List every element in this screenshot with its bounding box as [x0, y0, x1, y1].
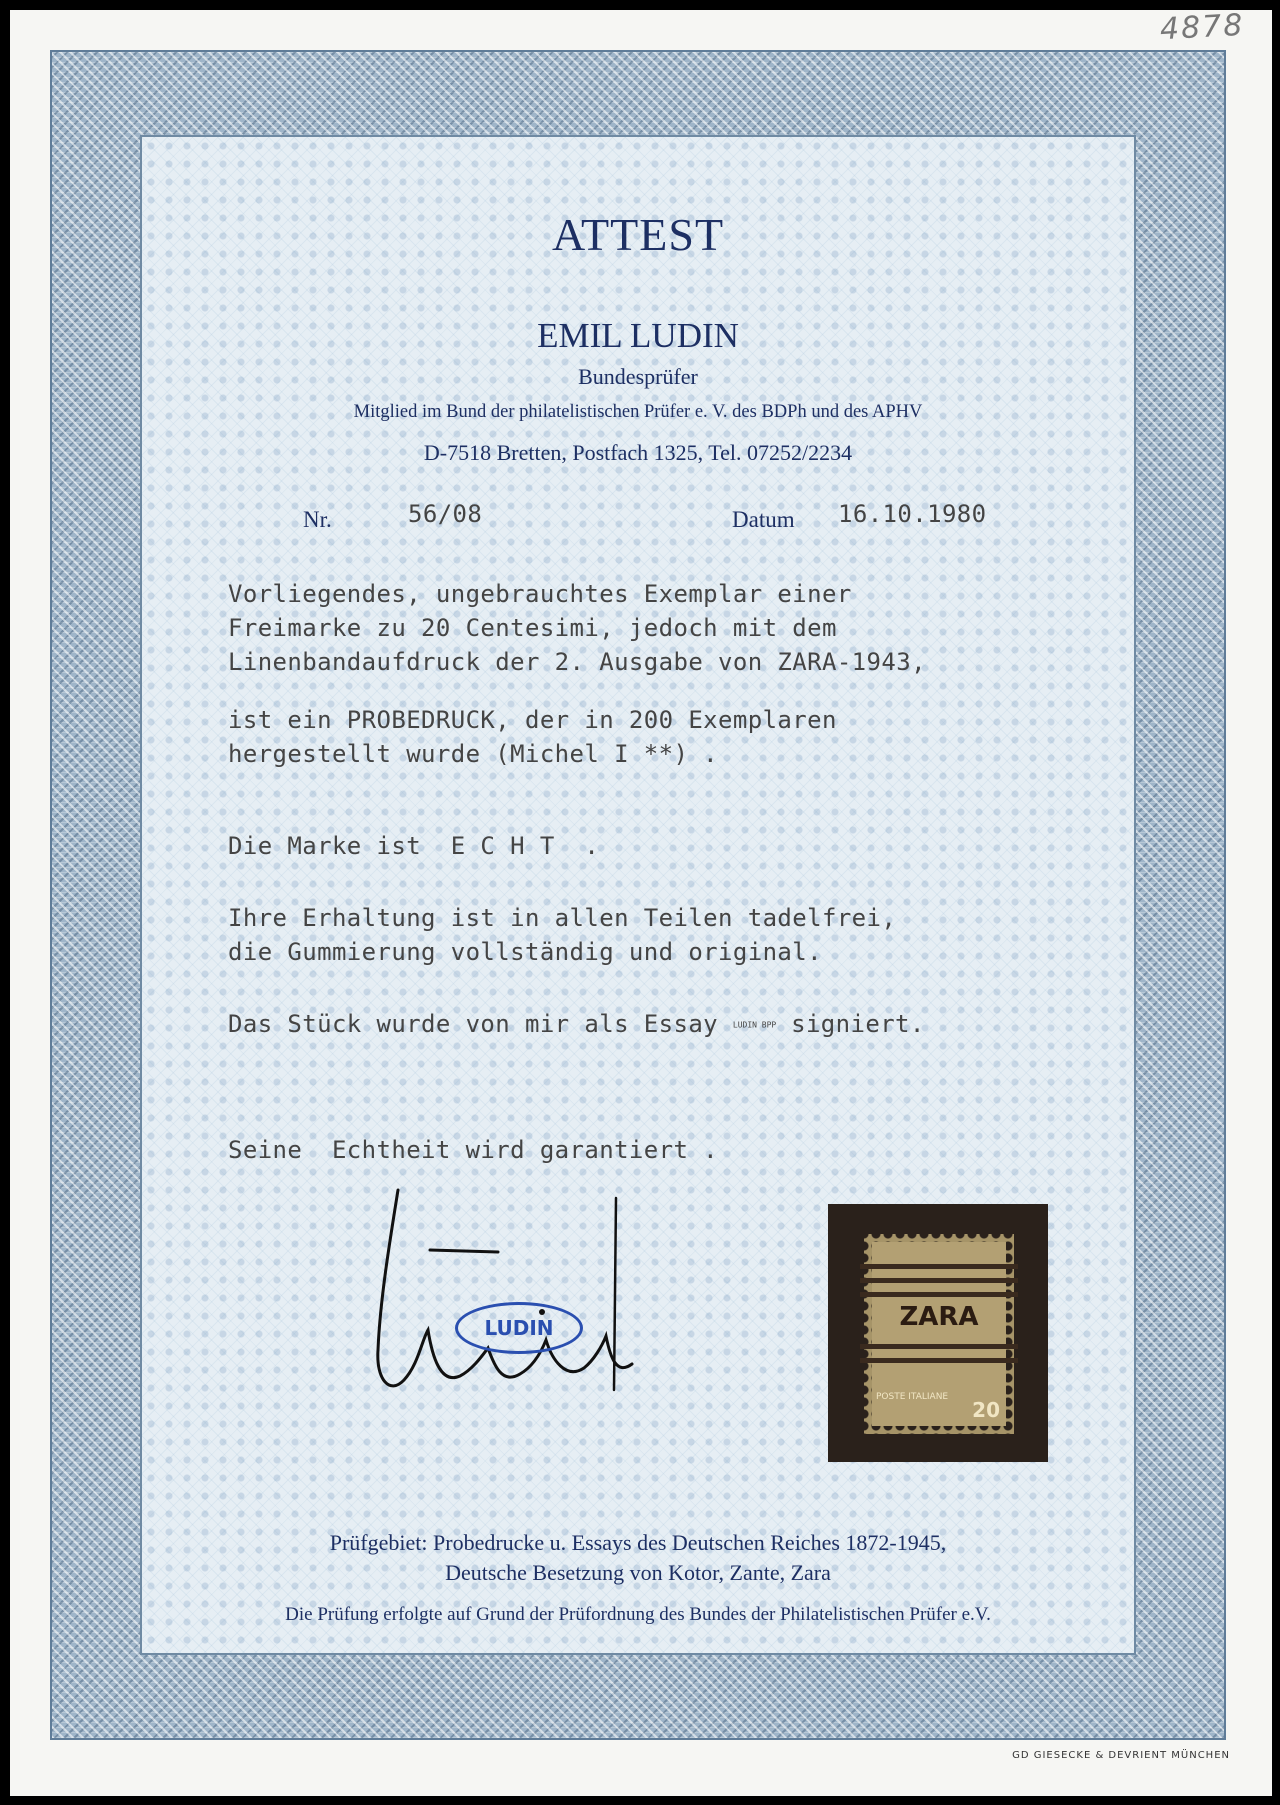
membership-line: Mitglied im Bund der philatelistischen Prüfer e. V. des BDPh und des APHV — [353, 402, 923, 422]
exam-area-line: Prüfgebiet: Probedrucke u. Essays des Deutschen Reiches 1872-1945, — [329, 1530, 947, 1555]
body-line: Linenbandaufdruck der 2. Ausgabe von ZARA-1943, — [228, 648, 926, 676]
body-line: Freimarke zu 20 Centesimi, jedoch mit dem — [228, 614, 837, 642]
handwritten-signature — [370, 1180, 700, 1410]
ludin-oval-stamp: LUDIN — [455, 1302, 583, 1354]
signed-text-a: Das Stück wurde von mir als Essay — [228, 1010, 719, 1038]
examiner-name: EMIL LUDIN — [537, 316, 739, 355]
stamp-inscription: POSTE ITALIANE — [876, 1392, 949, 1402]
address-line: D-7518 Bretten, Postfach 1325, Tel. 07252/2234 — [423, 440, 853, 465]
date-value: 16.10.1980 — [838, 500, 987, 528]
guarantee-line: Seine Echtheit wird garantiert . — [228, 1136, 719, 1164]
stamp-denomination: 20 — [972, 1398, 1000, 1422]
overprint-bar — [860, 1278, 1018, 1283]
zara-overprint: ZARA — [899, 1302, 979, 1332]
overprint-bar — [860, 1264, 1018, 1269]
body-line: Vorliegendes, ungebrauchtes Exemplar einer — [228, 580, 852, 608]
signed-line — [228, 1010, 925, 1038]
postage-stamp — [864, 1234, 1014, 1434]
signed-text-b: signiert. — [791, 1010, 925, 1038]
stamp-photo — [828, 1204, 1048, 1462]
nr-value: 56/08 — [408, 500, 483, 528]
body-line: ist ein PROBEDRUCK, der in 200 Exemplaren — [228, 706, 837, 734]
body-line: Ihre Erhaltung ist in allen Teilen tadelfrei, — [228, 904, 897, 932]
exam-regulation-line: Die Prüfung erfolgte auf Grund der Prüfordnung des Bundes der Philatelistischen Prüfer e.V. — [285, 1604, 991, 1625]
genuine-line: Die Marke ist E C H T . — [228, 832, 600, 860]
stamp-design — [872, 1242, 1006, 1426]
exam-area-line-2: Deutsche Besetzung von Kotor, Zante, Zara — [445, 1560, 831, 1585]
overprint-bar — [860, 1344, 1018, 1349]
certificate-title: ATTEST — [551, 209, 725, 260]
overprint-bar — [860, 1292, 1018, 1297]
signature-mark-text: LUDIN BPP — [732, 1020, 777, 1030]
handwritten-reference: 4878 — [1158, 7, 1245, 48]
printer-imprint: GD GIESECKE & DEVRIENT MÜNCHEN — [1012, 1750, 1230, 1761]
nr-label: Nr. — [303, 507, 332, 532]
overprint-bar — [860, 1358, 1018, 1363]
examiner-role: Bundesprüfer — [578, 364, 698, 389]
date-label: Datum — [732, 507, 795, 532]
body-line: hergestellt wurde (Michel I **) . — [228, 740, 719, 768]
body-line: die Gummierung vollständig und original. — [228, 938, 822, 966]
